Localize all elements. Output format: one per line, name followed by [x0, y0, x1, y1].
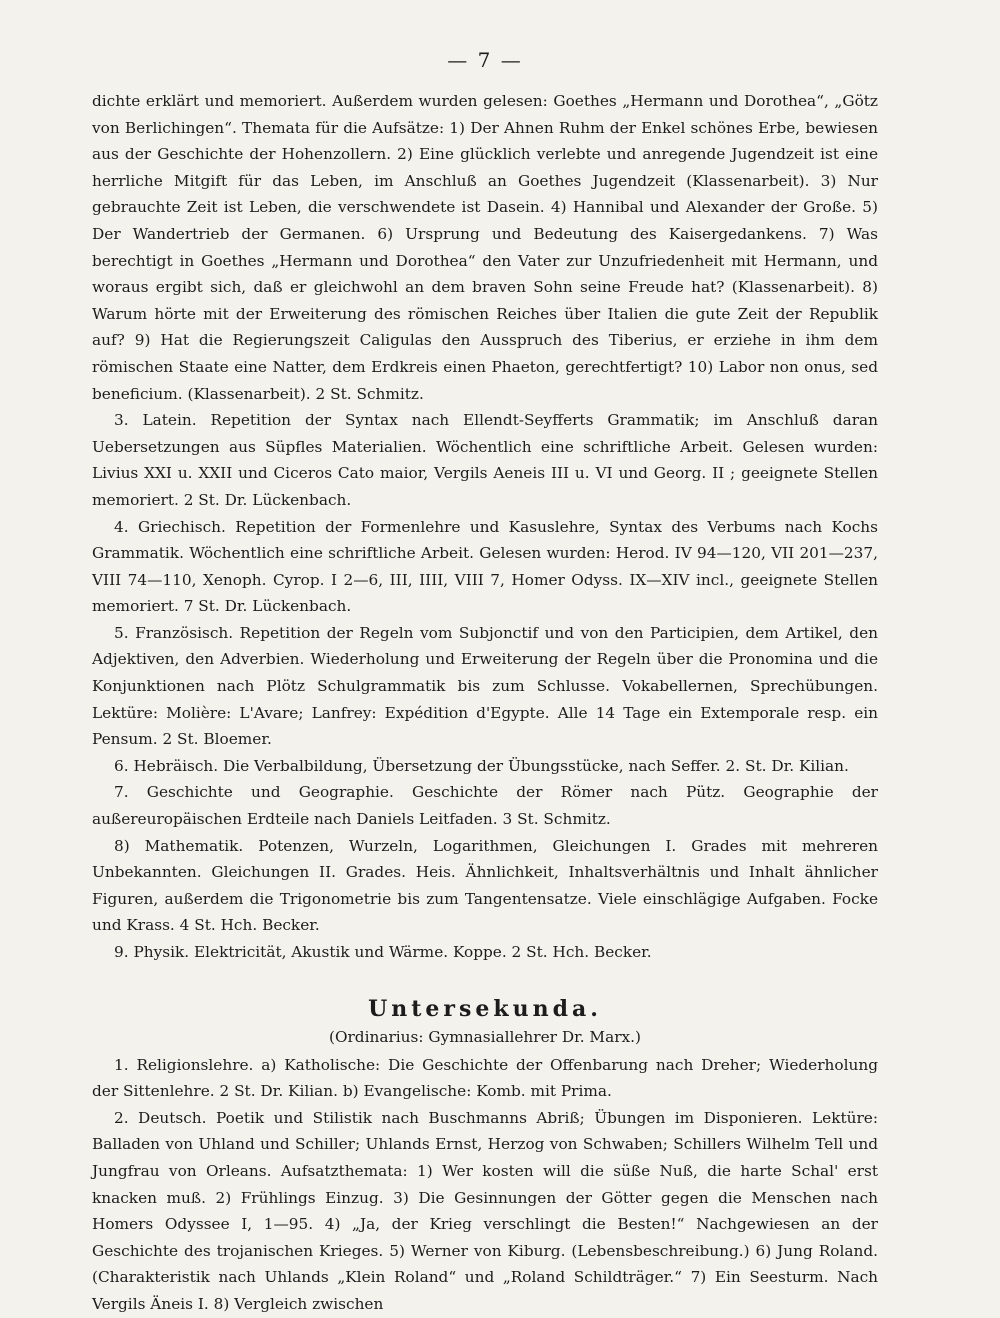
- section-subheading: (Ordinarius: Gymnasiallehrer Dr. Marx.): [328, 1027, 641, 1046]
- page-number: — 7 —: [447, 48, 523, 72]
- paragraph-franzoesisch: 5. Französisch. Repetition der Regeln vom Subjonctif und von den Participien, dem Artikel, den Adjektiven, den Adverbien. Wiederholung und Erweiterung der Regeln über die Pronomina und die Konjunktionen nach Plötz Schulgrammatik bis zum Schlusse. Vokabellernen, Sprechübungen. Lektüre: Molière: L'Avare; Lanfrey: Expédition d'Egypte. Alle 14 Tage ein Extemporale resp. ein Pensum. 2 St. Bloemer.: [92, 623, 878, 749]
- section-heading: Untersekunda.: [368, 995, 602, 1022]
- paragraph-latein: 3. Latein. Repetition der Syntax nach Ellendt-Seyfferts Grammatik; im Anschluß daran Uebersetzungen aus Süpfles Materialien. Wöchentlich eine schriftliche Arbeit. Gelesen wurden: Livius XXI u. XXII und Ciceros Cato maior, Vergils Aeneis III u. VI und Georg. II ; geeignete Stellen memoriert. 2 St. Dr. Lückenbach.: [92, 411, 878, 509]
- paragraph-deutsch: 2. Deutsch. Poetik und Stilistik nach Buschmanns Abriß; Übungen im Disponieren. Lektüre: Balladen von Uhland und Schiller; Uhlands Ernst, Herzog von Schwaben; Schillers Wilhelm Tell und Jungfrau von Orleans. Aufsatzthemata: 1) Wer kosten will die süße Nuß, die harte Schal' erst knacken muß. 2) Frühlings Einzug. 3) Die Gesinnungen der Götter gegen die Menschen nach Homers Odyssee I, 1—95. 4) „Ja, der Krieg verschlingt die Besten!“ Nachgewiesen an der Geschichte des trojanischen Krieges. 5) Werner von Kiburg. (Lebensbeschreibung.) 6) Jung Roland. (Charakteristik nach Uhlands „Klein Roland“ und „Roland Schildträger.“ 7) Ein Seesturm. Nach Vergils Äneis I. 8) Vergleich zwischen: [92, 1108, 878, 1313]
- paragraph-religionslehre: 1. Religionslehre. a) Katholische: Die Geschichte der Offenbarung nach Dreher; Wiederholung der Sittenlehre. 2 St. Dr. Kilian. b) Evangelische: Komb. mit Prima.: [92, 1055, 878, 1101]
- paragraph-physik: 9. Physik. Elektricität, Akustik und Wärme. Koppe. 2 St. Hch. Becker.: [114, 943, 652, 961]
- paragraph-hebraeisch: 6. Hebräisch. Die Verbalbildung, Übersetzung der Übungsstücke, nach Seffer. 2. St. Dr. Kilian.: [114, 756, 849, 775]
- paragraph-geschichte: 7. Geschichte und Geographie. Geschichte der Römer nach Pütz. Geographie der außereuropäischen Erdteile nach Daniels Leitfaden. 3 St. Schmitz.: [92, 783, 878, 829]
- paragraph-deutsch-continued: dichte erklärt und memoriert. Außerdem wurden gelesen: Goethes „Hermann und Dorothea“, „Götz von Berlichingen“. Themata für die Aufsätze: 1) Der Ahnen Ruhm der Enkel schönes Erbe, bewiesen aus der Geschichte der Hohenzollern. 2) Eine glücklich verlebte und anregende Jugendzeit ist eine herrliche Mitgift für das Leben, im Anschluß an Goethes Jugendzeit (Klassenarbeit). 3) Nur gebrauchte Zeit ist Leben, die verschwendete ist Dasein. 4) Hannibal und Alexander der Große. 5) Der Wandertrieb der Germanen. 6) Ursprung und Bedeutung des Kaisergedankens. 7) Was berechtigt in Goethes „Hermann und Dorothea“ den Vater zur Unzufriedenheit mit Hermann, und woraus ergibt sich, daß er gleichwohl an dem braven Sohn seine Freude hat? (Klassenarbeit). 8) Warum hörte mit der Erweiterung des römischen Reiches über Italien die gute Zeit der Republik auf? 9) Hat die Regierungszeit Caligulas den Ausspruch des Tiberius, er erziehe in ihm dem römischen Staate eine Natter, dem Erdkreis einen Phaeton, gerechtfertigt? 10) Labor non onus, sed beneficium. (Klassenarbeit). 2 St. Schmitz.: [92, 92, 878, 403]
- paragraph-mathematik: 8) Mathematik. Potenzen, Wurzeln, Logarithmen, Gleichungen I. Grades mit mehreren Unbekannten. Gleichungen II. Grades. Heis. Ähnlichkeit, Inhaltsverhältnis und Inhalt ähnlicher Figuren, außerdem die Trigonometrie bis zum Tangentensatze. Viele einschlägige Aufgaben. Focke und Krass. 4 St. Hch. Becker.: [92, 836, 878, 935]
- paragraph-griechisch: 4. Griechisch. Repetition der Formenlehre und Kasuslehre, Syntax des Verbums nach Kochs Grammatik. Wöchentlich eine schriftliche Arbeit. Gelesen wurden: Herod. IV 94—120, VII 201—237, VIII 74—110, Xenoph. Cyrop. I 2—6, III, IIII, VIII 7, Homer Odyss. IX—XIV incl., geeignete Stellen memoriert. 7 St. Dr. Lückenbach.: [92, 517, 878, 616]
